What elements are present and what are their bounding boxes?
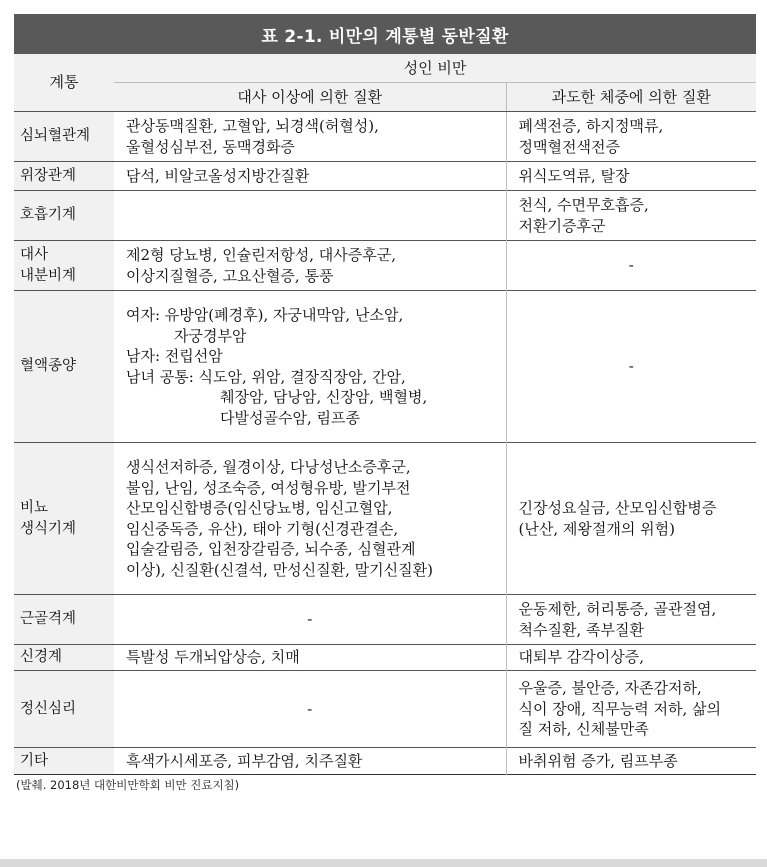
system-cell	[14, 112, 114, 162]
disease-line: 폐색전증, 하지정맥류,	[518, 117, 664, 135]
disease-line: 저환기증후군	[518, 216, 606, 235]
weight-disease-cell	[506, 645, 756, 671]
disease-line: 자궁경부암	[174, 326, 247, 345]
metabolic-disease-cell	[114, 291, 506, 443]
disease-line: 긴장성요실금, 산모임신합병증	[518, 499, 717, 517]
system-name: 근골격계	[20, 611, 77, 628]
disease-line: 천식, 수면무호흡증,	[518, 196, 649, 214]
system-cell	[14, 645, 114, 671]
table-row	[14, 191, 756, 241]
table-row	[14, 748, 756, 775]
disease-line: 식이 장애, 직무능력 저하, 삶의	[518, 699, 721, 718]
weight-disease-cell	[506, 191, 756, 241]
system-name: 혈액종양	[20, 358, 77, 375]
metabolic-disease-cell	[114, 191, 506, 241]
disease-line: 불임, 난임, 성조숙증, 여성형유방, 발기부전	[126, 478, 411, 497]
weight-disease-cell	[506, 162, 756, 191]
disease-line: 울혈성심부전, 동맥경화증	[126, 137, 295, 156]
disease-line: 남자: 전립선암	[126, 347, 223, 365]
metabolic-disease-cell	[114, 645, 506, 671]
system-name: 생식기계	[20, 520, 77, 537]
disease-line: 남녀 공통: 식도암, 위암, 결장직장암, 간암,	[126, 367, 406, 386]
table-title: 표 2-1. 비만의 계통별 동반질환	[14, 14, 756, 54]
metabolic-disease-cell	[114, 443, 506, 595]
metabolic-disease-cell	[114, 162, 506, 191]
system-name: 대사	[20, 247, 49, 263]
comorbidity-table-figure	[14, 14, 756, 793]
disease-line: 제2형 당뇨병, 인슐린저항성, 대사증후군,	[126, 246, 396, 264]
table-row	[14, 291, 756, 443]
system-name: 신경계	[20, 649, 63, 666]
disease-line: 관상동맥질환, 고혈압, 뇌경색(허혈성),	[126, 117, 379, 135]
system-cell	[14, 748, 114, 775]
metabolic-disease-cell: -	[114, 595, 506, 645]
table-row	[14, 595, 756, 645]
disease-line: 대퇴부 감각이상증,	[518, 648, 644, 667]
weight-disease-cell	[506, 443, 756, 595]
disease-line: 척수질환, 족부질환	[518, 620, 644, 639]
metabolic-disease-cell	[114, 112, 506, 162]
table-row	[14, 443, 756, 595]
header-system: 계통	[14, 54, 114, 112]
metabolic-disease-cell	[114, 241, 506, 291]
system-cell	[14, 191, 114, 241]
source-note: (발췌. 2018년 대한비만학회 비만 진료지침)	[16, 778, 240, 792]
disease-line: 담석, 비알코올성지방간질환	[126, 166, 310, 185]
disease-line: 여자: 유방암(폐경후), 자궁내막암, 난소암,	[126, 306, 404, 324]
disease-line: 운동제한, 허리통증, 골관절염,	[518, 600, 717, 618]
weight-disease-cell	[506, 112, 756, 162]
disease-line: 입술갈림증, 입천장갈림증, 뇌수종, 심혈관계	[126, 540, 416, 558]
metabolic-disease-cell	[114, 748, 506, 775]
table-body	[14, 112, 756, 775]
table-row	[14, 671, 756, 748]
system-cell	[14, 443, 114, 595]
weight-disease-cell	[506, 748, 756, 775]
table-row	[14, 241, 756, 291]
table-row	[14, 112, 756, 162]
system-cell	[14, 162, 114, 191]
comorbidity-table	[14, 54, 756, 775]
disease-line: 위식도역류, 탈장	[518, 166, 630, 185]
header-excess-weight: 과도한 체중에 의한 질환	[506, 83, 756, 112]
disease-line: 다발성골수암, 림프종	[220, 408, 360, 427]
system-name: 정신심리	[20, 700, 77, 717]
disease-line: 생식선저하증, 월경이상, 다낭성난소증후군,	[126, 458, 411, 476]
disease-line: 흑색가시세포증, 피부감염, 치주질환	[126, 751, 363, 770]
header-adult-obesity: 성인 비만	[114, 54, 756, 83]
system-name: 호흡기계	[20, 207, 77, 224]
disease-line: 우울증, 불안증, 자존감저하,	[518, 679, 702, 698]
table-row	[14, 162, 756, 191]
disease-line: 이상지질혈증, 고요산혈증, 통풍	[126, 266, 334, 285]
system-name: 심뇌혈관계	[20, 128, 91, 145]
weight-disease-cell: -	[628, 357, 634, 376]
disease-line: 바취위험 증가, 림프부종	[518, 751, 678, 770]
system-cell	[14, 291, 114, 443]
disease-line: (난산, 제왕절개의 위험)	[518, 519, 675, 538]
disease-line: 임신중독증, 유산), 태아 기형(신경관결손,	[126, 519, 399, 538]
system-cell	[14, 241, 114, 291]
system-cell	[14, 671, 114, 748]
header-metabolic: 대사 이상에 의한 질환	[114, 83, 506, 112]
system-cell	[14, 595, 114, 645]
disease-line: 산모임신합병증(임신당뇨병, 임신고혈압,	[126, 499, 393, 517]
metabolic-disease-cell: -	[114, 671, 506, 748]
disease-line: 정맥혈전색전증	[518, 137, 620, 156]
system-name: 위장관계	[20, 167, 77, 184]
bottom-strip	[0, 859, 767, 867]
system-name: 비뇨	[20, 500, 49, 516]
disease-line: 질 저하, 신체불만족	[518, 720, 649, 739]
system-name: 내분비계	[20, 267, 77, 284]
weight-disease-cell	[506, 671, 756, 748]
disease-line: 특발성 두개뇌압상승, 치매	[126, 648, 300, 667]
weight-disease-cell	[506, 595, 756, 645]
disease-line: 이상), 신질환(신결석, 만성신질환, 말기신질환)	[126, 560, 433, 579]
weight-disease-cell: -	[628, 256, 634, 275]
disease-line: 췌장암, 담낭암, 신장암, 백혈병,	[220, 388, 428, 406]
table-row	[14, 645, 756, 671]
system-name: 기타	[20, 752, 49, 769]
